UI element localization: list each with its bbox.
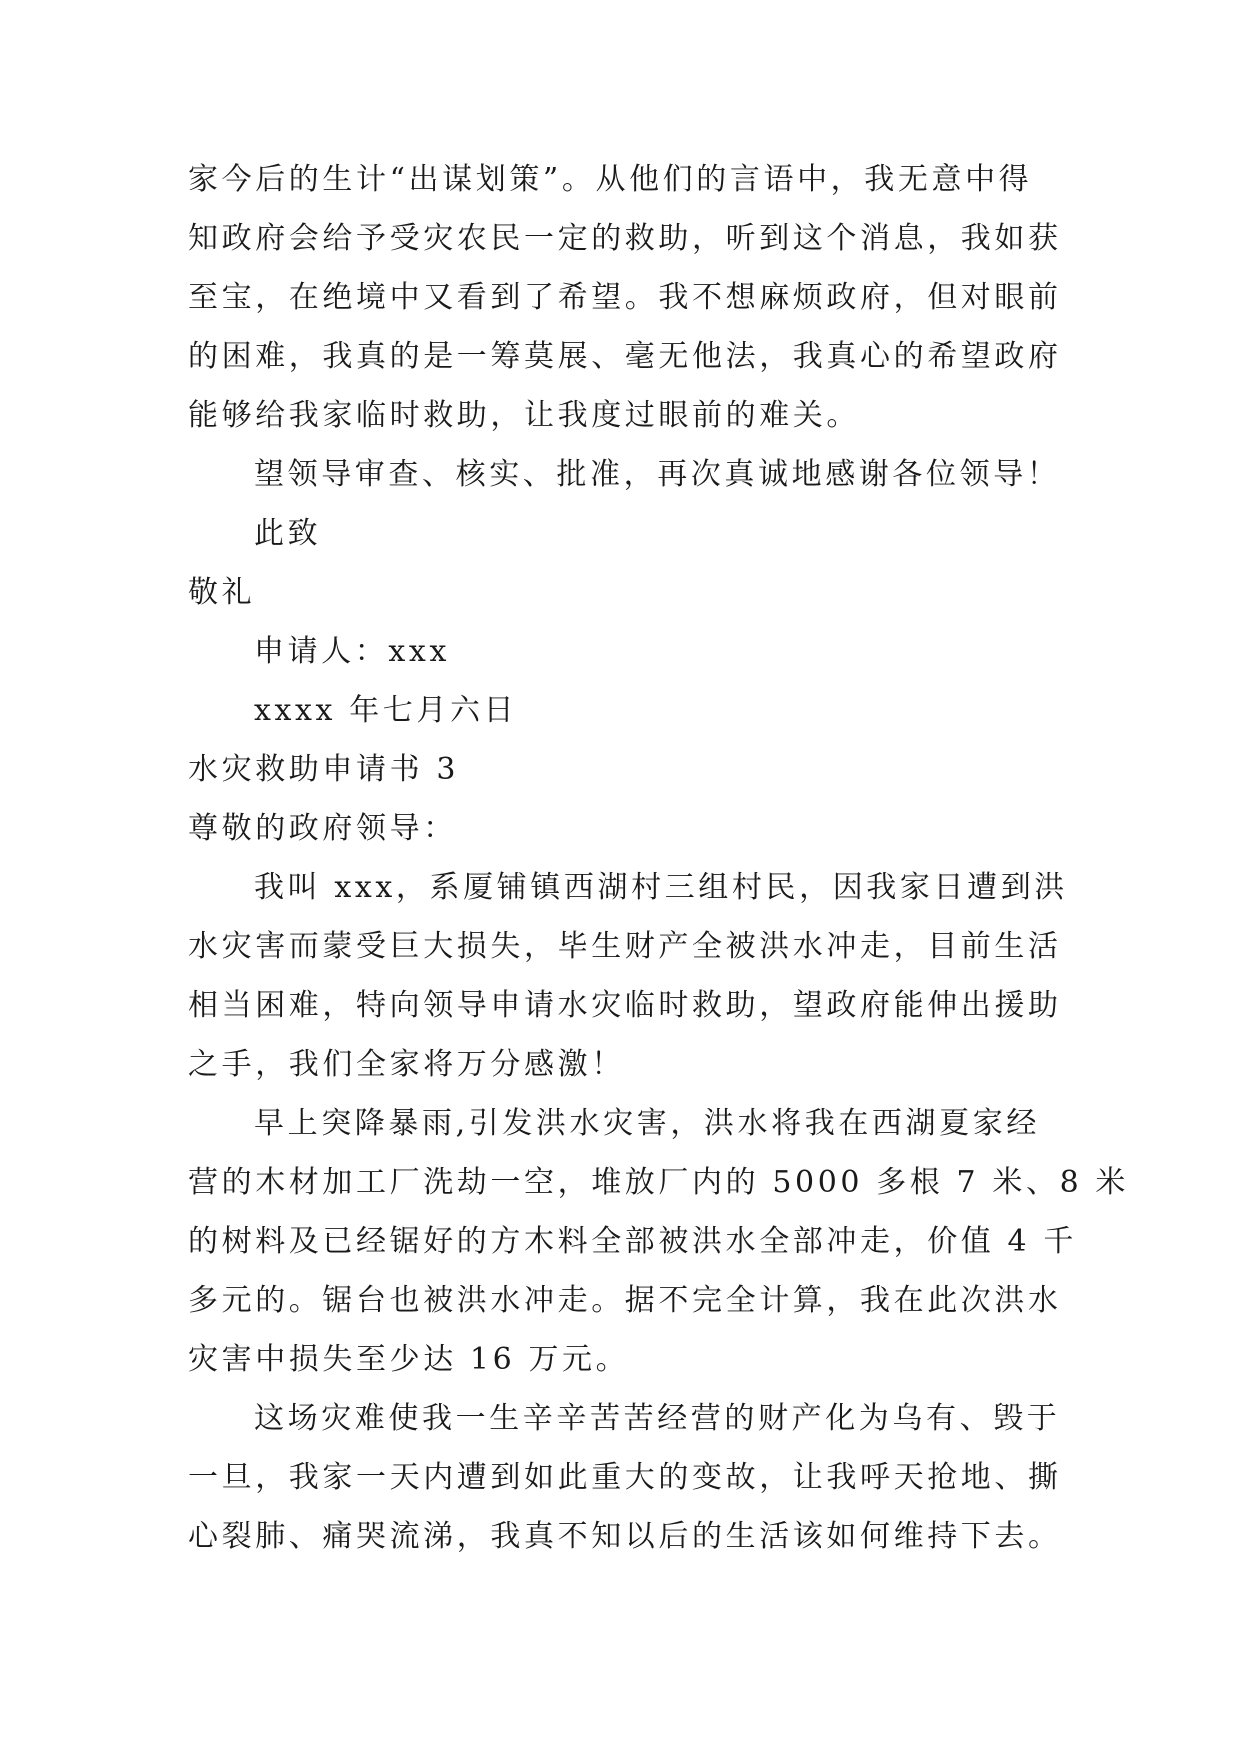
text-line-14: 水灾害而蒙受巨大损失，毕生财产全被洪水冲走，目前生活	[188, 929, 1062, 964]
text-line-2: 知政府会给予受灾农民一定的救助，听到这个消息，我如获	[188, 221, 1062, 256]
text-line-4: 的困难，我真的是一筹莫展、毫无他法，我真心的希望政府	[188, 339, 1062, 374]
closing-regards: 敬礼	[188, 575, 256, 610]
text-line-22: 这场灾难使我一生辛辛苦苦经营的财产化为乌有、毁于	[254, 1401, 1061, 1436]
text-line-17: 早上突降暴雨,引发洪水灾害，洪水将我在西湖夏家经	[254, 1106, 1040, 1141]
document-date: xxxx 年七月六日	[254, 693, 518, 728]
text-line-20: 多元的。锯台也被洪水冲走。据不完全计算，我在此次洪水	[188, 1283, 1062, 1318]
text-line-18: 营的木材加工厂洗劫一空，堆放厂内的 5000 多根 7 米、8 米	[188, 1165, 1130, 1200]
text-line-21: 灾害中损失至少达 16 万元。	[188, 1342, 630, 1377]
document-body	[188, 150, 1130, 1566]
text-line-23: 一旦，我家一天内遭到如此重大的变故，让我呼天抢地、撕	[188, 1460, 1062, 1495]
applicant-signature: 申请人：xxx	[254, 634, 450, 669]
section-title: 水灾救助申请书 3	[188, 752, 460, 787]
greeting: 尊敬的政府领导：	[188, 811, 457, 846]
text-line-3: 至宝，在绝境中又看到了希望。我不想麻烦政府，但对眼前	[188, 280, 1062, 315]
text-line-16: 之手，我们全家将万分感激！	[188, 1047, 625, 1082]
text-line-24: 心裂肺、痛哭流涕，我真不知以后的生活该如何维持下去。	[188, 1519, 1062, 1554]
closing-salutation: 此致	[254, 516, 322, 551]
text-line-5: 能够给我家临时救助，让我度过眼前的难关。	[188, 398, 860, 433]
text-line-15: 相当困难，特向领导申请水灾临时救助，望政府能伸出援助	[188, 988, 1062, 1023]
text-line-6: 望领导审查、核实、批准，再次真诚地感谢各位领导！	[254, 457, 1061, 492]
text-line-19: 的树料及已经锯好的方木料全部被洪水全部冲走，价值 4 千	[188, 1224, 1077, 1259]
text-line-1: 家今后的生计“出谋划策”。从他们的言语中，我无意中得	[188, 162, 1033, 197]
text-line-13: 我叫 xxx，系厦铺镇西湖村三组村民，因我家日遭到洪	[254, 870, 1068, 905]
